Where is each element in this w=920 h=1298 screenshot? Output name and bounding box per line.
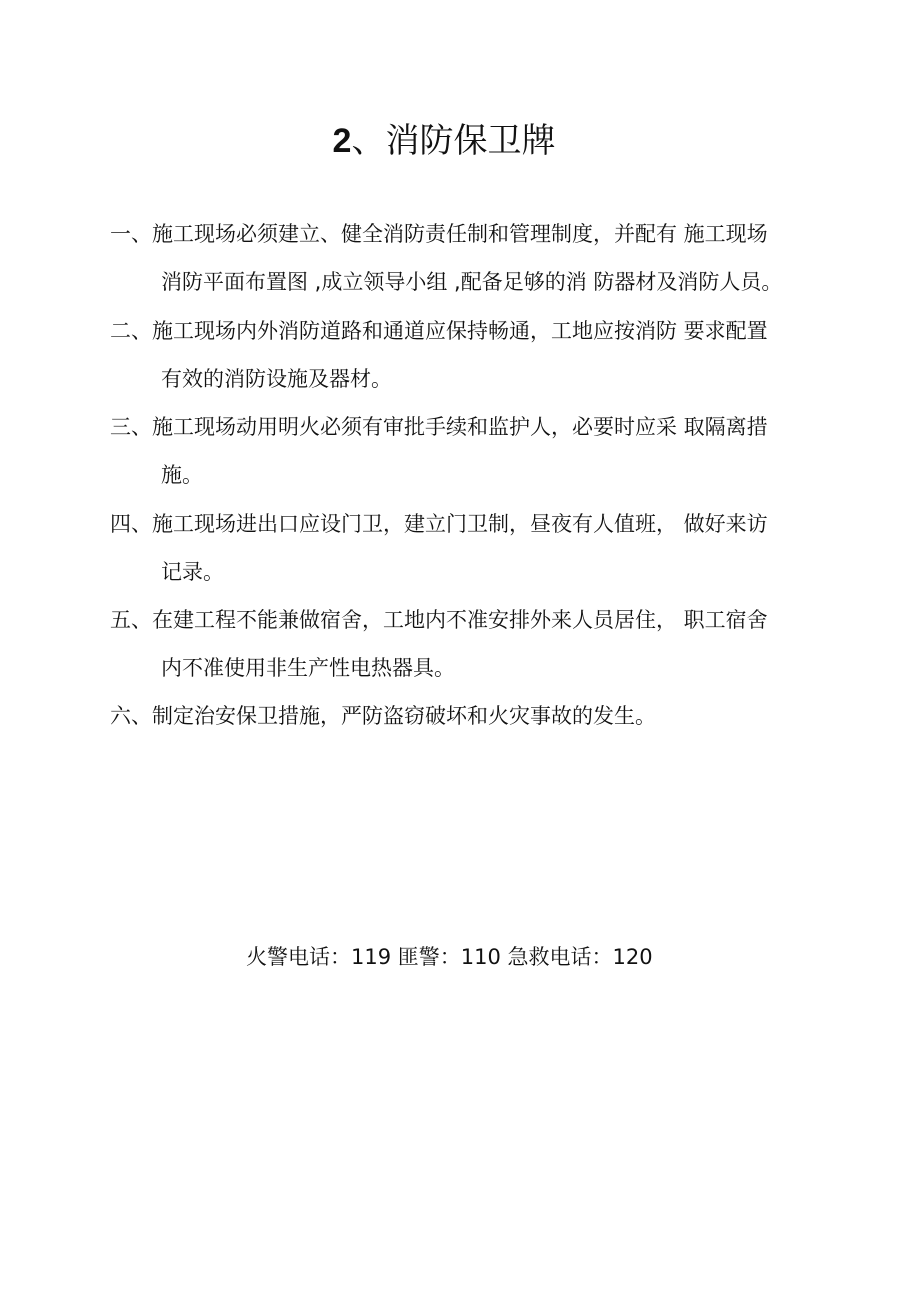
rule-2-line-1: 二、施工现场内外消防道路和通道应保持畅通，工地应按消防 要求配置 (110, 319, 768, 343)
rule-4-line-2: 记录。 (161, 560, 224, 584)
rule-3-line-2: 施。 (161, 463, 203, 487)
title-number: 2 (332, 122, 352, 160)
page-title (0, 118, 888, 164)
emergency-phone-numbers: 火警电话：119 匪警：110 急救电话：120 (246, 945, 653, 969)
rule-3-line-1: 三、施工现场动用明火必须有审批手续和监护人，必要时应采 取隔离措 (110, 415, 768, 439)
rule-5-line-1: 五、在建工程不能兼做宿舍，工地内不准安排外来人员居住， 职工宿舍 (110, 608, 768, 632)
rule-1-line-1: 一、施工现场必须建立、健全消防责任制和管理制度，并配有 施工现场 (110, 222, 768, 246)
rule-4-line-1: 四、施工现场进出口应设门卫，建立门卫制，昼夜有人值班， 做好来访 (110, 512, 768, 536)
rule-2-line-2: 有效的消防设施及器材。 (161, 367, 392, 391)
title-text: 、消防保卫牌 (351, 121, 556, 161)
rule-5-line-2: 内不准使用非生产性电热器具。 (161, 656, 455, 680)
rule-1-line-2: 消防平面布置图 ,成立领导小组 ,配备足够的消 防器材及消防人员。 (161, 270, 783, 294)
rule-6-line-1: 六、制定治安保卫措施，严防盗窃破坏和火灾事故的发生。 (110, 704, 656, 728)
